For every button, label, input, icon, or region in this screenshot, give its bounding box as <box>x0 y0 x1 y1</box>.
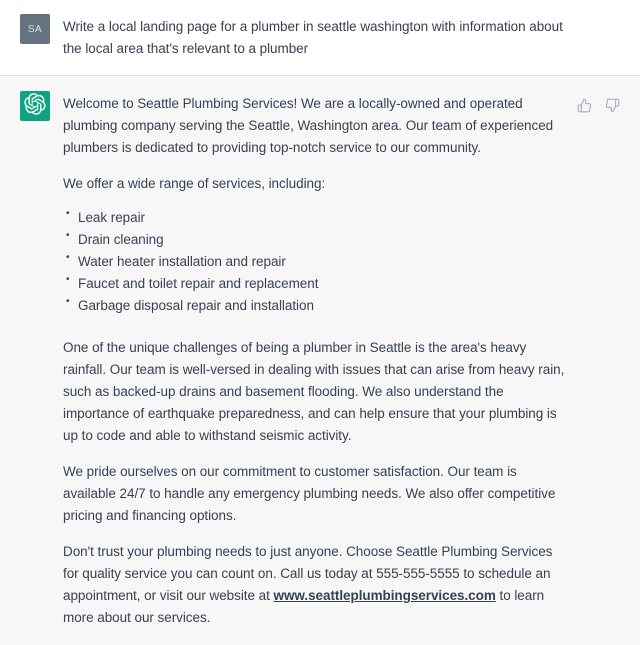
assistant-message <box>0 75 640 645</box>
assistant-message-text-column <box>63 91 568 629</box>
feedback-actions <box>576 91 620 113</box>
openai-logo-icon <box>24 93 46 120</box>
service-list-item: • Drain cleaning <box>63 229 568 251</box>
user-avatar-initials: SA <box>27 23 43 35</box>
service-list-item: • Water heater installation and repair <box>63 251 568 273</box>
assistant-paragraph-welcome: Welcome to Seattle Plumbing Services! We are a locally-owned and operated plumbing company serving the Seattle, Washington area. Our team of experienced plumbers is dedicated to providing top-notch service to our community. <box>63 96 554 155</box>
service-list-item: • Leak repair <box>63 207 568 229</box>
services-list <box>63 207 568 317</box>
closing-text-before-link: Don't trust your plumbing needs to just anyone. Choose Seattle Plumbing Services for quality service you can count on. Call us today at 555-555-5555 to schedule an appointment, or visit our website at <box>63 544 553 603</box>
service-list-item: • Garbage disposal repair and installation <box>63 295 568 317</box>
user-prompt-text: Write a local landing page for a plumber in seattle washington with information about the local area that's relevant to a plumber <box>63 19 563 56</box>
user-message-text-column <box>63 14 568 60</box>
assistant-services-intro: We offer a wide range of services, including: <box>63 176 326 191</box>
assistant-paragraph-challenges: One of the unique challenges of being a plumber in Seattle is the area's heavy rainfall. Our team is well-versed in dealing with issues that can arise from heavy rain, such as backed-up drains and basement flooding. We also understand the importance of earthquake preparedness, and can help ensure that your plumbing is up to code and able to withstand seismic activity. <box>63 340 565 443</box>
thumbs-down-icon <box>605 98 620 113</box>
website-link[interactable]: www.seattleplumbingservices.com <box>273 588 496 603</box>
closing-text-after-link: to learn more about our services. <box>63 588 545 625</box>
thumbs-up-icon <box>577 98 592 113</box>
thumbs-down-button[interactable] <box>604 97 620 113</box>
user-message <box>0 0 640 75</box>
service-list-item: • Faucet and toilet repair and replacement <box>63 273 568 295</box>
thumbs-up-button[interactable] <box>576 97 592 113</box>
assistant-paragraph-commitment: We pride ourselves on our commitment to customer satisfaction. Our team is available 24/7 to handle any emergency plumbing needs. We also offer competitive pricing and financing options. <box>63 464 556 523</box>
assistant-avatar <box>20 91 50 121</box>
user-avatar <box>20 14 50 44</box>
assistant-paragraph-closing <box>63 541 568 629</box>
